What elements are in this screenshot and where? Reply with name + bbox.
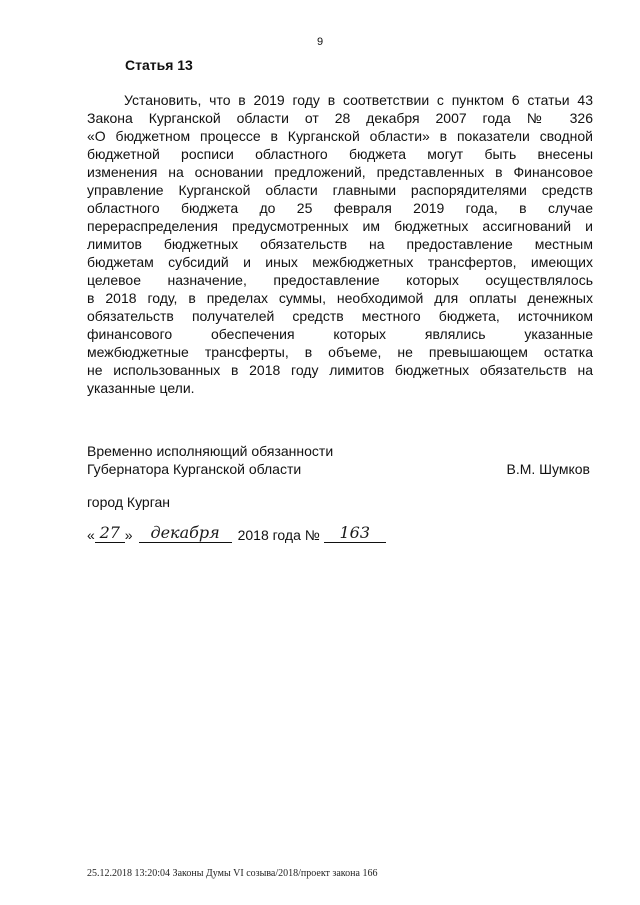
signatory-name: В.М. Шумков [506,461,590,477]
signatory-row [87,460,593,478]
body-line: бюджетной росписи областного бюджета могут быть внесены [87,146,593,162]
body-line: лимитов бюджетных обязательств на предоставление местным [87,236,593,252]
date-year-text: 2018 года № [237,527,320,543]
article-body [87,91,593,397]
document-footer: 25.12.2018 13:20:04 Законы Думы VI созыва/2018/проект закона 166 [87,868,378,879]
body-line: финансового обеспечения которых являлись указанные [87,326,593,342]
article-heading: Статья 13 [125,57,193,73]
body-line: управление Курганской области главными распорядителями средств [87,182,593,198]
body-line: не использованных в 2018 году лимитов бюджетных обязательств на [87,362,593,378]
body-line: Закона Курганской области от 28 декабря 2007 года № 326 [87,110,593,126]
body-line: «О бюджетном процессе в Курганской области» в показатели сводной [87,128,593,144]
page-number: 9 [316,36,324,48]
signatory-title-line2: Губернатора Курганской области [87,461,302,477]
signatory-title-line1: Временно исполняющий обязанности [87,443,334,459]
body-line: Установить, что в 2019 году в соответствии с пунктом 6 статьи 43 [124,92,593,108]
body-line: обязательств получателей средств местного бюджета, источником [87,308,593,324]
body-line: в 2018 году, в пределах суммы, необходимой для оплаты денежных [87,290,593,306]
signature-block [87,442,593,478]
date-month: декабря [139,524,232,543]
city-name: город Курган [87,494,171,510]
body-line: областного бюджета до 25 февраля 2019 года, в случае [87,200,593,216]
body-line: целевое назначение, предоставление которых осуществлялось [87,272,593,288]
date-day: 27 [95,524,125,543]
date-line [87,524,386,543]
body-line: межбюджетные трансферты, в объеме, не превышающем остатка [87,344,593,360]
date-close-quote: » [124,527,133,543]
body-line: изменения на основании предложений, представленных в Финансовое [87,164,593,180]
body-line: перераспределения предусмотренных им бюджетных ассигнований и [87,218,593,234]
date-open-quote: « [87,527,95,543]
law-number: 163 [324,524,386,543]
body-line: бюджетам субсидий и иных межбюджетных трансфертов, имеющих [87,254,593,270]
body-line: указанные цели. [87,380,195,396]
